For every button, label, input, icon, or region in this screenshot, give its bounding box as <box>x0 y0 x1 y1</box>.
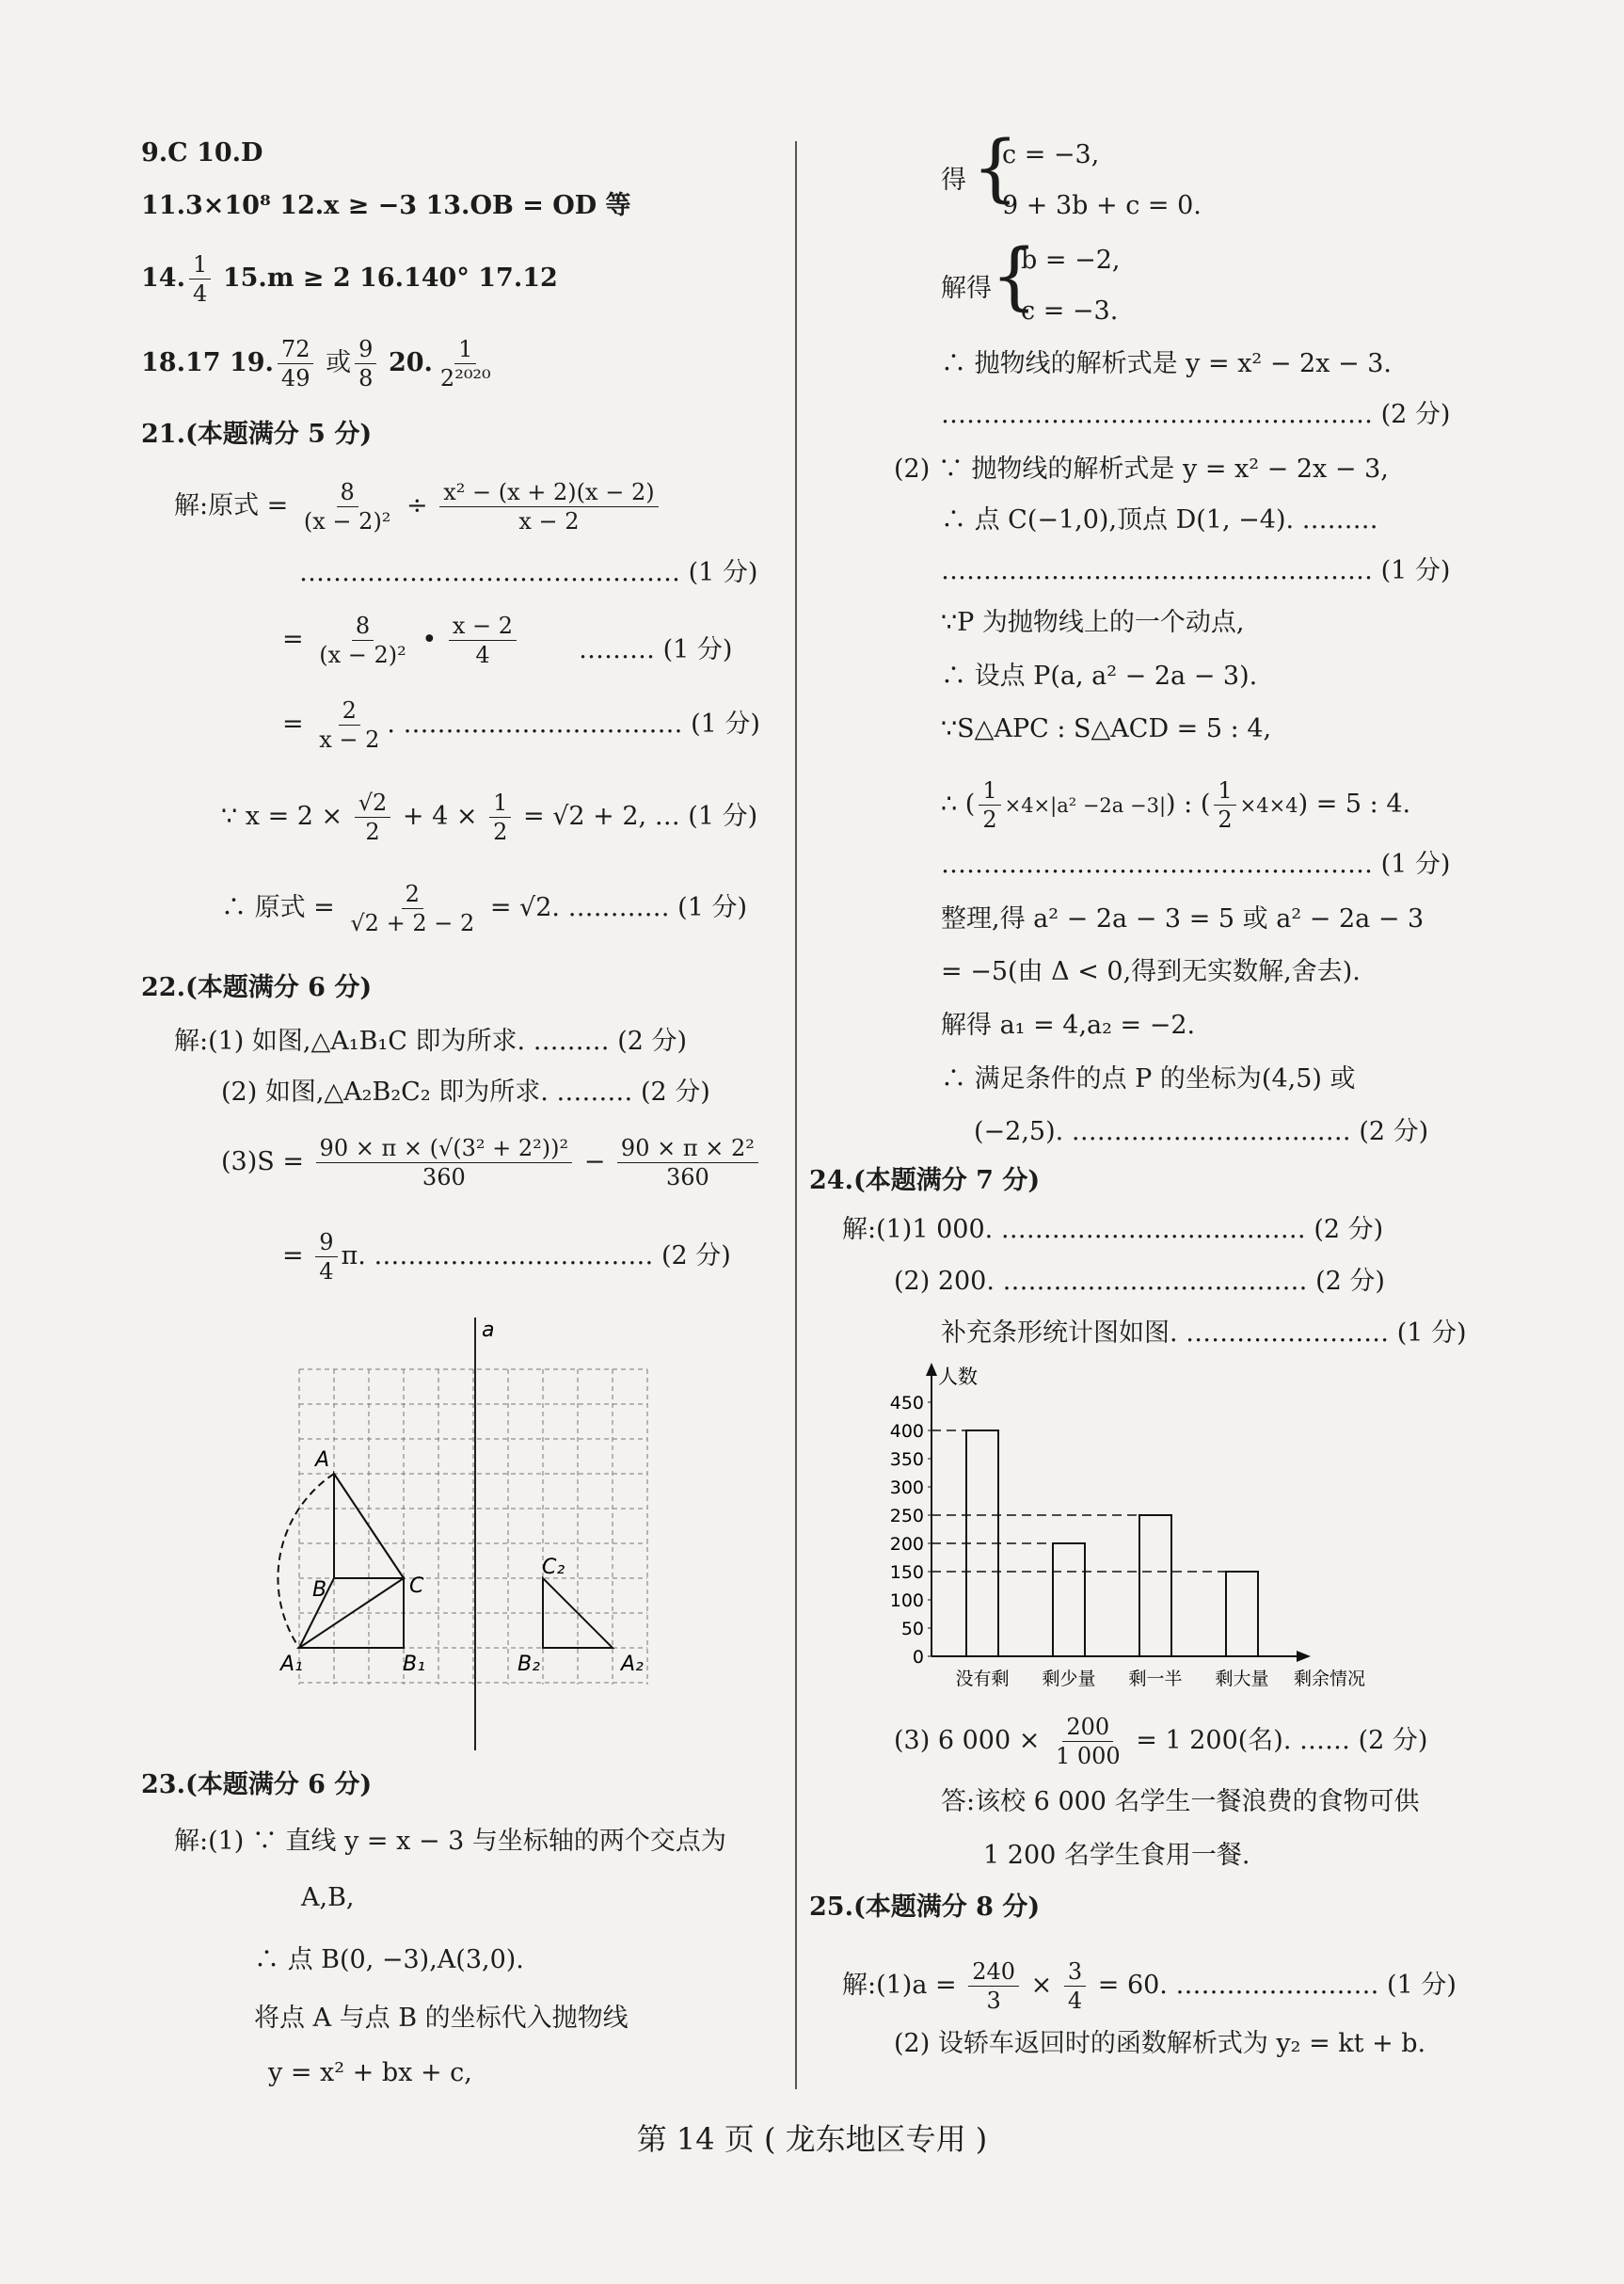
x-axis-label: 剩余情况 <box>1294 1669 1366 1689</box>
y-tick-label: 400 <box>889 1421 924 1442</box>
q23-part2-line4: ∴ 设点 P(a, a² − 2a − 3). <box>941 662 1258 691</box>
q23-heading: 23.(本题满分 6 分) <box>141 1770 373 1799</box>
system-1-eq1: c = −3, <box>1002 140 1100 169</box>
q21-step5: ∴ 原式 = $\frac{2}{√2 + 2 - 2}$ = √2. ………… (1 分) <box>221 881 747 936</box>
q23-part2-line5: ∵S△APC : S△ACD = 5 : 4, <box>941 714 1272 743</box>
parabola-score: …………………………………………… (2 分) <box>941 400 1451 429</box>
rotation-arc <box>278 1474 334 1648</box>
brace-2: { <box>991 234 1038 319</box>
y-tick-label: 50 <box>900 1619 924 1639</box>
system-1-eq2: 9 + 3b + c = 0. <box>1002 191 1202 220</box>
system-1-label: 得 <box>941 166 966 195</box>
bar-3 <box>1226 1572 1258 1656</box>
y-tick-label: 0 <box>912 1647 924 1668</box>
q23-part2-line3: ∵P 为抛物线上的一个动点, <box>941 608 1245 637</box>
rotation-grid-figure <box>263 1308 659 1760</box>
system-2-eq2: c = −3. <box>1021 296 1119 326</box>
x-axis-arrow <box>1297 1651 1311 1662</box>
q21-heading: 21.(本题满分 5 分) <box>141 420 373 449</box>
q23-line1: 解:(1) ∵ 直线 y = x − 3 与坐标轴的两个交点为 <box>174 1827 726 1856</box>
label-b1: B₁ <box>403 1653 425 1676</box>
q23-part2-score: …………………………………………… (1 分) <box>941 556 1451 585</box>
bar-2 <box>1139 1515 1171 1656</box>
q24-part3: (3) 6 000 × $\frac{200}{1 000}$ = 1 200(名). …… (2 分) <box>894 1714 1428 1769</box>
answer-line-14-17: 14. $\frac{1}{4}$ 15.m ≥ 2 16.140° 17.12 <box>141 251 558 307</box>
system-2-eq1: b = −2, <box>1021 246 1121 275</box>
q22-part2: (2) 如图,△A₂B₂C₂ 即为所求. ……… (2 分) <box>221 1078 710 1107</box>
q24-heading: 24.(本题满分 7 分) <box>809 1166 1041 1195</box>
label-a1: A₁ <box>280 1653 303 1676</box>
q22-heading: 22.(本题满分 6 分) <box>141 973 373 1002</box>
q24-answer-line2: 1 200 名学生食用一餐. <box>983 1841 1250 1870</box>
q23-part2-line9: 解得 a₁ = 4,a₂ = −2. <box>941 1011 1196 1040</box>
q23-part2-line1: (2) ∵ 抛物线的解析式是 y = x² − 2x − 3, <box>894 455 1389 484</box>
q24-part1: 解:(1)1 000. ……………………………… (2 分) <box>842 1215 1384 1244</box>
q25-part1: 解:(1)a = $\frac{240}{3}$ × $\frac{3}{4}$ = 60. …………………… (1 分) <box>842 1958 1457 2014</box>
label-c: C <box>409 1574 424 1598</box>
q21-step3: = $\frac{2}{x - 2}$ . …………………………… (1 分) <box>282 697 760 753</box>
y-tick-label: 250 <box>889 1506 924 1526</box>
q23-line3: ∴ 点 B(0, −3),A(3,0). <box>254 1945 524 1974</box>
q21-score2: ……… (1 分) <box>579 635 733 664</box>
label-b2: B₂ <box>517 1653 540 1676</box>
label-b: B <box>312 1578 327 1602</box>
y-tick-label: 100 <box>889 1590 924 1611</box>
q23-part2-line7: 整理,得 a² − 2a − 3 = 5 或 a² − 2a − 3 <box>941 904 1425 934</box>
column-divider <box>795 141 797 2089</box>
answer-line-11-13: 11.3×10⁸ 12.x ≥ −3 13.OB = OD 等 <box>141 191 631 220</box>
q21-step2: = $\frac{8}{\text{(x − 2)²}}$ • $\frac{x - 2}{4}$ <box>282 612 520 669</box>
y-tick-label: 350 <box>889 1449 924 1470</box>
y-tick-label: 450 <box>889 1393 924 1414</box>
category-label: 剩大量 <box>1215 1669 1269 1689</box>
q23-part2-line8: = −5(由 Δ < 0,得到无实数解,舍去). <box>941 957 1361 986</box>
answer-line-9-10: 9.C 10.D <box>141 138 263 168</box>
q25-part2: (2) 设轿车返回时的函数解析式为 y₂ = kt + b. <box>894 2029 1426 2058</box>
q21-step4: ∵ x = 2 × $\frac{√2}{2}$ + 4 × $\frac{1}{2}$ = √2 + 2, … (1 分) <box>221 790 758 845</box>
q24-answer-line1: 答:该校 6 000 名学生一餐浪费的食物可供 <box>941 1787 1420 1816</box>
y-axis-label: 人数 <box>938 1366 978 1388</box>
q21-step1: 解:原式 = $\frac{8}{\text{(x − 2)²}}$ ÷ $\frac{\text{x² − (x + 2)(x − 2)}}{x - 2}$ <box>174 478 662 535</box>
brace-1: { <box>972 126 1019 211</box>
leftover-bar-chart <box>870 1355 1397 1703</box>
q23-line2: A,B, <box>301 1883 355 1912</box>
category-label: 剩一半 <box>1128 1669 1183 1689</box>
y-tick-label: 200 <box>889 1534 924 1555</box>
y-axis-arrow <box>926 1363 937 1376</box>
label-a: A <box>315 1448 330 1472</box>
q23-part2-line10: ∴ 满足条件的点 P 的坐标为(4,5) 或 <box>941 1064 1356 1094</box>
q23-part2-score2: …………………………………………… (1 分) <box>941 850 1451 879</box>
page-footer: 第 14 页 ( 龙东地区专用 ) <box>636 2121 988 2157</box>
q23-part2-line6: ∴ ( $\frac{1}{2}$ ×4×|a² −2a −3|) : ( $\frac{1}{2}$ ×4×4) = 5 : 4. <box>941 777 1411 833</box>
q23-part2-line11: (−2,5). …………………………… (2 分) <box>974 1117 1429 1146</box>
q22-part3-result: = $\frac{9}{4}$ π. …………………………… (2 分) <box>282 1229 731 1285</box>
answer-line-18-20: 18.17 19. $\frac{72}{49}$ 或 $\frac{9}{8}$ 20. $\frac{1}{\text{2²⁰²⁰}}$ <box>141 336 491 391</box>
q23-line5: y = x² + bx + c, <box>268 2058 472 2087</box>
system-2-label: 解得 <box>941 274 992 303</box>
parabola-result: ∴ 抛物线的解析式是 y = x² − 2x − 3. <box>941 349 1392 378</box>
q24-part2-note: 补充条形统计图如图. …………………… (1 分) <box>941 1318 1467 1348</box>
axis-a-label: a <box>482 1318 495 1342</box>
bar-1 <box>1053 1543 1085 1656</box>
label-c2: C₂ <box>542 1556 565 1579</box>
q24-part2: (2) 200. ……………………………… (2 分) <box>894 1267 1385 1296</box>
q22-part1: 解:(1) 如图,△A₁B₁C 即为所求. ……… (2 分) <box>174 1027 688 1056</box>
y-tick-label: 300 <box>889 1477 924 1498</box>
q22-part3: (3)S = $\frac{\text{90 × π × (√(3² + 2²))²}}{360}$ − $\frac{\text{90 × π × 2²}}{360}$ <box>221 1134 762 1191</box>
q25-heading: 25.(本题满分 8 分) <box>809 1893 1041 1922</box>
category-label: 没有剩 <box>955 1669 1010 1689</box>
q23-line4: 将点 A 与点 B 的坐标代入抛物线 <box>254 2004 629 2033</box>
y-tick-label: 150 <box>889 1562 924 1583</box>
category-label: 剩少量 <box>1042 1669 1096 1689</box>
q23-part2-line2: ∴ 点 C(−1,0),顶点 D(1, −4). ……… <box>941 505 1378 535</box>
label-a2: A₂ <box>621 1653 644 1676</box>
q21-score1: ……………………………………… (1 分) <box>299 558 758 587</box>
